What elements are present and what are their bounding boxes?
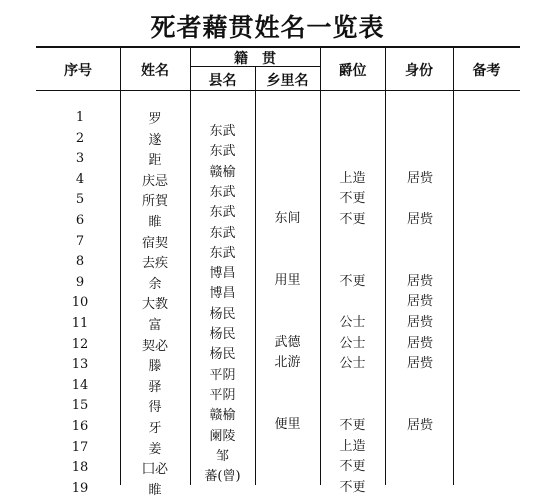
row-rank: 上造 xyxy=(339,170,366,186)
header-village: 乡里名 xyxy=(266,73,309,89)
row-village: 东间 xyxy=(274,211,301,226)
row-county: 赣榆 xyxy=(209,164,236,180)
row-status: 居赀 xyxy=(406,418,433,433)
page-title: 死者藉贯姓名一览表 xyxy=(150,13,385,42)
row-rank: 不更 xyxy=(339,191,366,207)
row-rank: 不更 xyxy=(339,479,366,495)
row-name: 罗 xyxy=(148,112,162,127)
row-seq: 5 xyxy=(75,192,85,208)
row-rank: 不更 xyxy=(339,459,366,475)
row-seq: 14 xyxy=(71,377,89,393)
row-rank: 上造 xyxy=(339,438,366,454)
row-seq: 12 xyxy=(71,336,89,352)
header-status: 身份 xyxy=(405,63,433,79)
row-name: 庆忌 xyxy=(141,173,168,189)
row-county: 东武 xyxy=(209,205,236,221)
row-county: 东武 xyxy=(209,245,236,261)
row-name: 睢 xyxy=(148,482,162,498)
row-name: 契必 xyxy=(141,338,168,354)
row-status: 居赀 xyxy=(406,294,433,310)
row-name: 去疾 xyxy=(141,256,168,272)
row-name: 姜 xyxy=(148,441,162,457)
row-seq: 3 xyxy=(75,151,85,167)
row-seq: 1 xyxy=(75,110,85,125)
row-name: 得 xyxy=(148,400,162,416)
row-seq: 11 xyxy=(71,316,89,331)
row-village: 便里 xyxy=(274,417,301,432)
row-status: 居赀 xyxy=(406,315,433,330)
row-status: 居赀 xyxy=(406,335,433,351)
row-village: 用里 xyxy=(274,272,301,288)
row-county: 杨民 xyxy=(209,327,236,342)
header-name: 姓名 xyxy=(141,63,169,79)
row-seq: 10 xyxy=(71,295,89,311)
row-county: 博昌 xyxy=(209,286,236,302)
row-county: 平阴 xyxy=(209,387,236,403)
row-county: 蕃(曾) xyxy=(204,469,241,485)
column-divider xyxy=(385,46,386,485)
row-name: 所賀 xyxy=(141,194,168,210)
row-name: 余 xyxy=(148,276,162,292)
row-rank: 不更 xyxy=(339,418,366,433)
row-name: 距 xyxy=(148,153,162,169)
row-status: 居赀 xyxy=(406,273,433,289)
row-seq: 15 xyxy=(71,398,89,414)
row-name: 遂 xyxy=(148,132,162,148)
row-village: 北游 xyxy=(274,355,301,371)
row-county: 东武 xyxy=(209,144,236,160)
row-name: 富 xyxy=(148,318,162,333)
header-county: 县名 xyxy=(208,73,237,89)
row-county: 平阴 xyxy=(209,367,236,383)
row-county: 杨民 xyxy=(209,306,236,322)
header-rank: 爵位 xyxy=(338,63,367,79)
header-jiguan: 籍 贯 xyxy=(234,51,276,67)
column-divider xyxy=(320,46,321,485)
row-village: 武德 xyxy=(274,334,301,350)
row-name: 牙 xyxy=(148,421,162,436)
row-name: 大教 xyxy=(141,297,168,313)
row-status: 居赀 xyxy=(406,356,433,372)
row-county: 东武 xyxy=(209,225,236,241)
row-name: 驿 xyxy=(148,379,162,395)
header-seq: 序号 xyxy=(64,63,92,79)
row-county: 阑陵 xyxy=(209,428,236,444)
row-seq: 9 xyxy=(75,274,85,290)
row-county: 邹 xyxy=(215,448,229,464)
row-seq: 16 xyxy=(71,419,89,434)
row-seq: 6 xyxy=(75,213,85,228)
row-seq: 2 xyxy=(75,130,85,146)
row-seq: 4 xyxy=(75,171,85,187)
row-status: 居赀 xyxy=(406,170,433,186)
row-seq: 18 xyxy=(71,460,89,476)
row-county: 博昌 xyxy=(209,266,236,282)
column-divider xyxy=(190,46,191,485)
row-name: 滕 xyxy=(148,359,162,375)
row-county: 赣榆 xyxy=(209,408,236,424)
column-divider xyxy=(120,46,121,485)
column-divider xyxy=(453,46,454,485)
row-county: 杨民 xyxy=(209,347,236,363)
row-county: 东武 xyxy=(209,184,236,200)
row-seq: 7 xyxy=(75,233,85,249)
column-divider xyxy=(255,66,256,485)
row-rank: 不更 xyxy=(339,212,366,227)
row-seq: 17 xyxy=(71,439,89,455)
row-seq: 13 xyxy=(71,357,89,373)
row-county: 东武 xyxy=(209,124,236,139)
row-status: 居赀 xyxy=(406,212,433,227)
row-name: 睢 xyxy=(148,215,162,230)
header-bottom-rule xyxy=(36,90,520,91)
row-name: 囗必 xyxy=(141,462,168,478)
row-seq: 19 xyxy=(71,480,89,496)
row-rank: 公士 xyxy=(339,335,366,351)
row-name: 宿契 xyxy=(141,235,168,251)
row-rank: 公士 xyxy=(339,356,366,372)
header-remark: 备考 xyxy=(472,63,501,79)
row-seq: 8 xyxy=(75,254,85,270)
row-rank: 不更 xyxy=(339,273,366,289)
row-rank: 公士 xyxy=(339,315,366,330)
